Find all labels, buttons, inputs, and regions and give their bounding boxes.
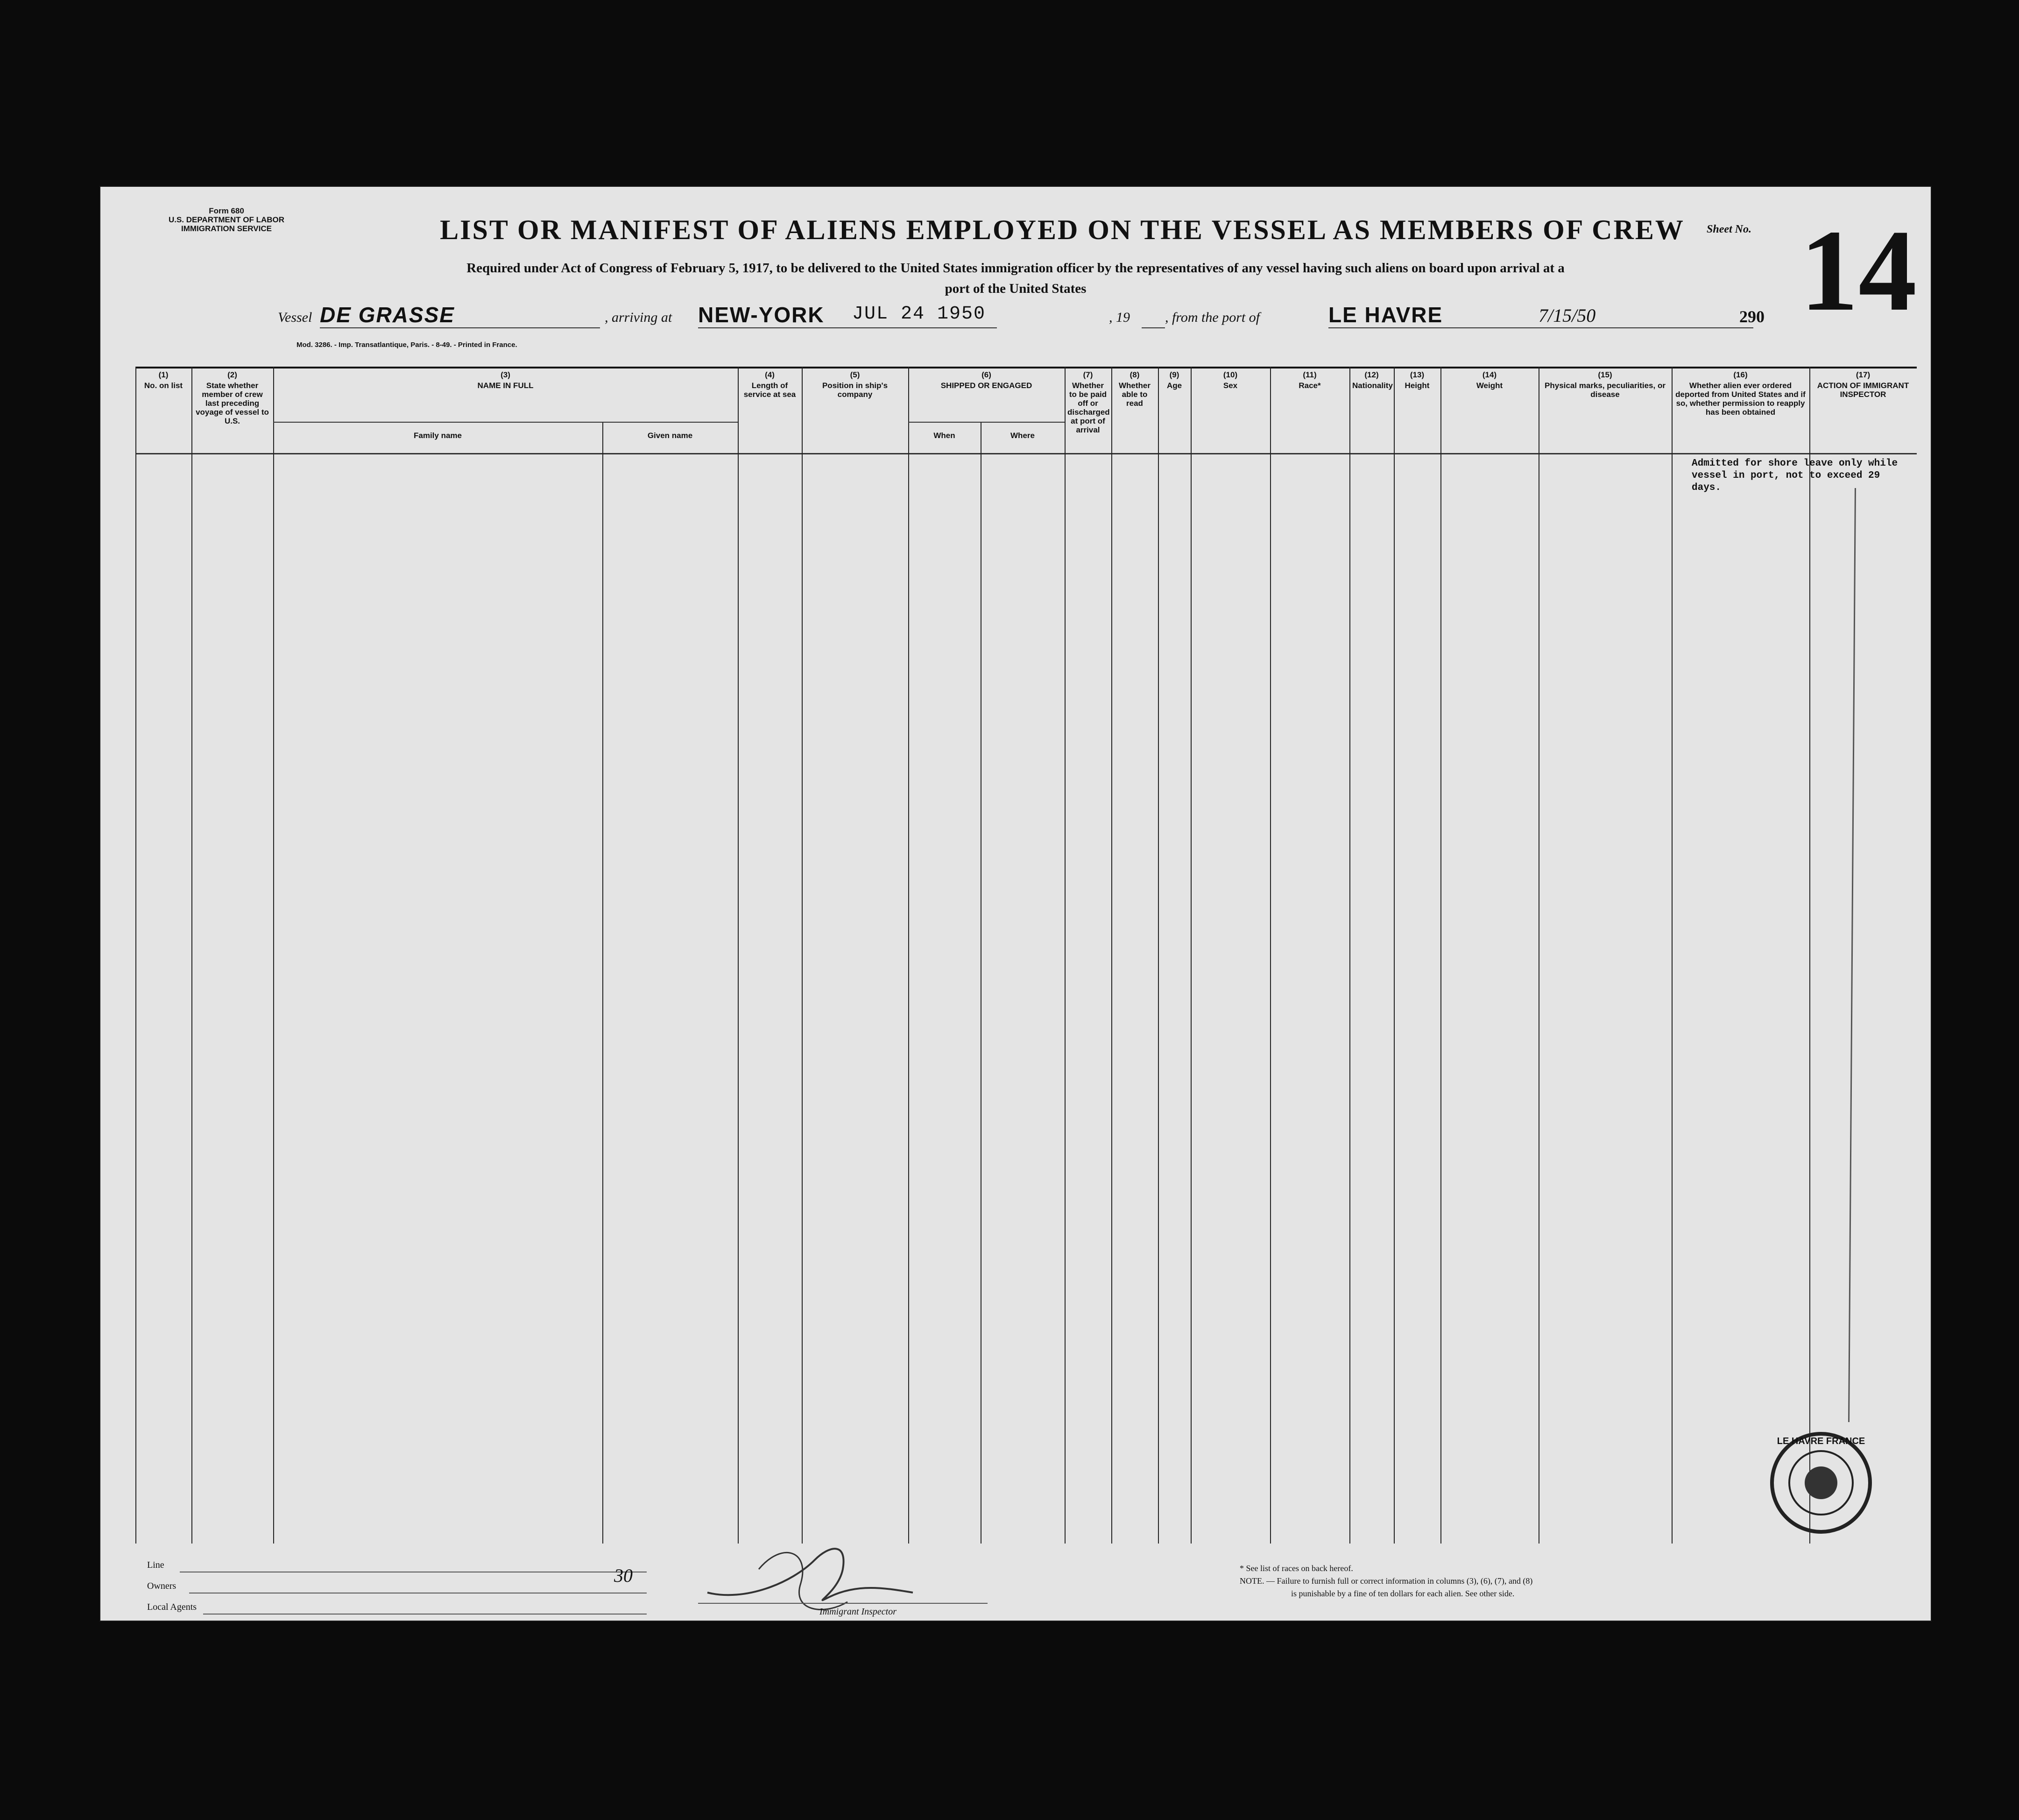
column-label: Sex <box>1223 381 1238 390</box>
column-header <box>1270 370 1349 390</box>
column-subheader: Given name <box>647 431 693 440</box>
departure-date-handwritten: 7/15/50 <box>1539 305 1596 326</box>
column-number: (12) <box>1364 370 1379 379</box>
form-number: Form 680 <box>209 206 244 215</box>
column-number: (5) <box>850 370 860 379</box>
inspector-label: Immigrant Inspector <box>819 1607 897 1617</box>
column-label: Position in ship's company <box>822 381 888 399</box>
vessel-line <box>278 301 1865 329</box>
column-rule <box>602 423 603 1544</box>
column-subheader: When <box>933 431 955 440</box>
total-count-handwritten: 30 <box>614 1565 633 1586</box>
column-number: (13) <box>1410 370 1425 379</box>
column-label: Whether able to read <box>1119 381 1151 408</box>
column-label: No. on list <box>144 381 183 390</box>
vessel-label: Vessel <box>278 310 312 325</box>
column-header <box>1394 370 1440 390</box>
column-rule <box>738 367 739 1544</box>
sheet-number: 14 <box>1800 206 1917 335</box>
column-number: (2) <box>227 370 237 379</box>
column-header <box>1158 370 1191 390</box>
seal-text: LE HAVRE FRANCE <box>1777 1436 1865 1446</box>
column-rule <box>1672 367 1673 1544</box>
department-name: U.S. DEPARTMENT OF LABOR <box>168 215 285 224</box>
column-rule <box>1065 367 1066 1544</box>
column-subheader: Where <box>1010 431 1035 440</box>
races-note: * See list of races on back hereof. <box>1240 1564 1353 1573</box>
column-header <box>135 370 191 390</box>
column-number: (14) <box>1482 370 1497 379</box>
column-header <box>1111 370 1158 408</box>
column-number: (6) <box>981 370 991 379</box>
column-number: (1) <box>158 370 169 379</box>
column-header <box>802 370 908 399</box>
line-label: Line <box>147 1560 164 1570</box>
date-stamp: JUL 24 1950 <box>852 304 986 325</box>
page-subtitle <box>250 258 1781 299</box>
column-rule <box>1440 367 1441 1544</box>
arriving-label: , arriving at <box>605 310 672 325</box>
service-name: IMMIGRATION SERVICE <box>181 224 272 233</box>
column-subheader: Family name <box>414 431 462 440</box>
local-agents-label: Local Agents <box>147 1602 197 1612</box>
departure-port: LE HAVRE <box>1328 303 1443 327</box>
manifest-page <box>100 187 1931 1621</box>
column-rule <box>908 367 909 1544</box>
column-number: (11) <box>1303 370 1317 379</box>
column-number: (4) <box>765 370 775 379</box>
column-label: Whether to be paid off or discharged at port of arrival <box>1067 381 1110 434</box>
column-label: NAME IN FULL <box>477 381 534 390</box>
column-label: Length of service at sea <box>743 381 796 399</box>
column-rule <box>802 367 803 1544</box>
column-header <box>1065 370 1111 434</box>
printer-mod-line: Mod. 3286. - Imp. Transatlantique, Paris. - 8-49. - Printed in France. <box>296 341 517 349</box>
column-rule <box>1191 367 1192 1544</box>
column-rule <box>1158 367 1159 1544</box>
column-header <box>1191 370 1270 390</box>
column-number: (7) <box>1083 370 1093 379</box>
column-label: Physical marks, peculiarities, or disease <box>1545 381 1666 399</box>
column-number: (10) <box>1223 370 1238 379</box>
from-port-label: , from the port of <box>1165 310 1260 325</box>
year-label: , 19 <box>1109 310 1130 325</box>
column-number: (3) <box>501 370 510 379</box>
column-label: Height <box>1405 381 1430 390</box>
column-header <box>1349 370 1394 390</box>
column-header <box>908 370 1065 390</box>
column-label: Whether alien ever ordered deported from United States and if so, whether permission to reapply has been obtained <box>1675 381 1806 417</box>
column-number: (17) <box>1856 370 1871 379</box>
column-header <box>1672 370 1809 417</box>
column-rule <box>1809 367 1810 1544</box>
column-number: (15) <box>1598 370 1612 379</box>
column-rule <box>273 367 274 1544</box>
column-label: State whether member of crew last preceding voyage of vessel to U.S. <box>196 381 269 425</box>
column-number: (16) <box>1733 370 1748 379</box>
column-number: (9) <box>1169 370 1179 379</box>
subtitle-line-1: Required under Act of Congress of February 5, 1917, to be delivered to the United States immigration officer by the representatives of any vessel having such aliens on board upon arrival at a <box>466 261 1565 276</box>
vessel-name: DE GRASSE <box>320 303 455 327</box>
column-label: ACTION OF IMMIGRANT INSPECTOR <box>1817 381 1909 399</box>
column-number: (8) <box>1130 370 1140 379</box>
column-label: Race* <box>1299 381 1321 390</box>
fine-note-line-1: NOTE. — Failure to furnish full or correct information in columns (3), (6), (7), and (8) <box>1240 1576 1533 1586</box>
remarks-stamp: Admitted for shore leave only while vessel in port, not to exceed 29 days. <box>1692 458 1898 493</box>
column-header <box>1809 370 1917 399</box>
column-rule <box>1394 367 1395 1544</box>
column-header <box>1440 370 1539 390</box>
page-number: 290 <box>1739 307 1765 326</box>
remarks-continuation-line <box>1848 488 1856 1422</box>
column-label: Nationality <box>1352 381 1393 390</box>
column-rule <box>191 367 192 1544</box>
page-title: LIST OR MANIFEST OF ALIENS EMPLOYED ON THE VESSEL AS MEMBERS OF CREW <box>440 214 1685 245</box>
crew-table <box>135 367 1917 1548</box>
column-rule <box>1270 367 1271 1544</box>
column-rule <box>135 367 136 1544</box>
owners-label: Owners <box>147 1581 176 1591</box>
consulate-seal-icon <box>1767 1429 1875 1537</box>
column-rule <box>1349 367 1350 1544</box>
subtitle-line-2: port of the United States <box>945 281 1087 296</box>
column-rule <box>1111 367 1112 1544</box>
column-header <box>191 370 273 425</box>
fine-note-line-2: is punishable by a fine of ten dollars for each alien. See other side. <box>1291 1589 1515 1598</box>
column-header <box>1539 370 1672 399</box>
sheet-label: Sheet No. <box>1707 223 1751 235</box>
arrival-port: NEW-YORK <box>698 303 825 327</box>
column-header <box>738 370 802 399</box>
column-label: SHIPPED OR ENGAGED <box>940 381 1032 390</box>
column-header <box>273 370 738 390</box>
column-label: Weight <box>1476 381 1503 390</box>
column-label: Age <box>1166 381 1182 390</box>
form-header-block <box>152 206 301 233</box>
